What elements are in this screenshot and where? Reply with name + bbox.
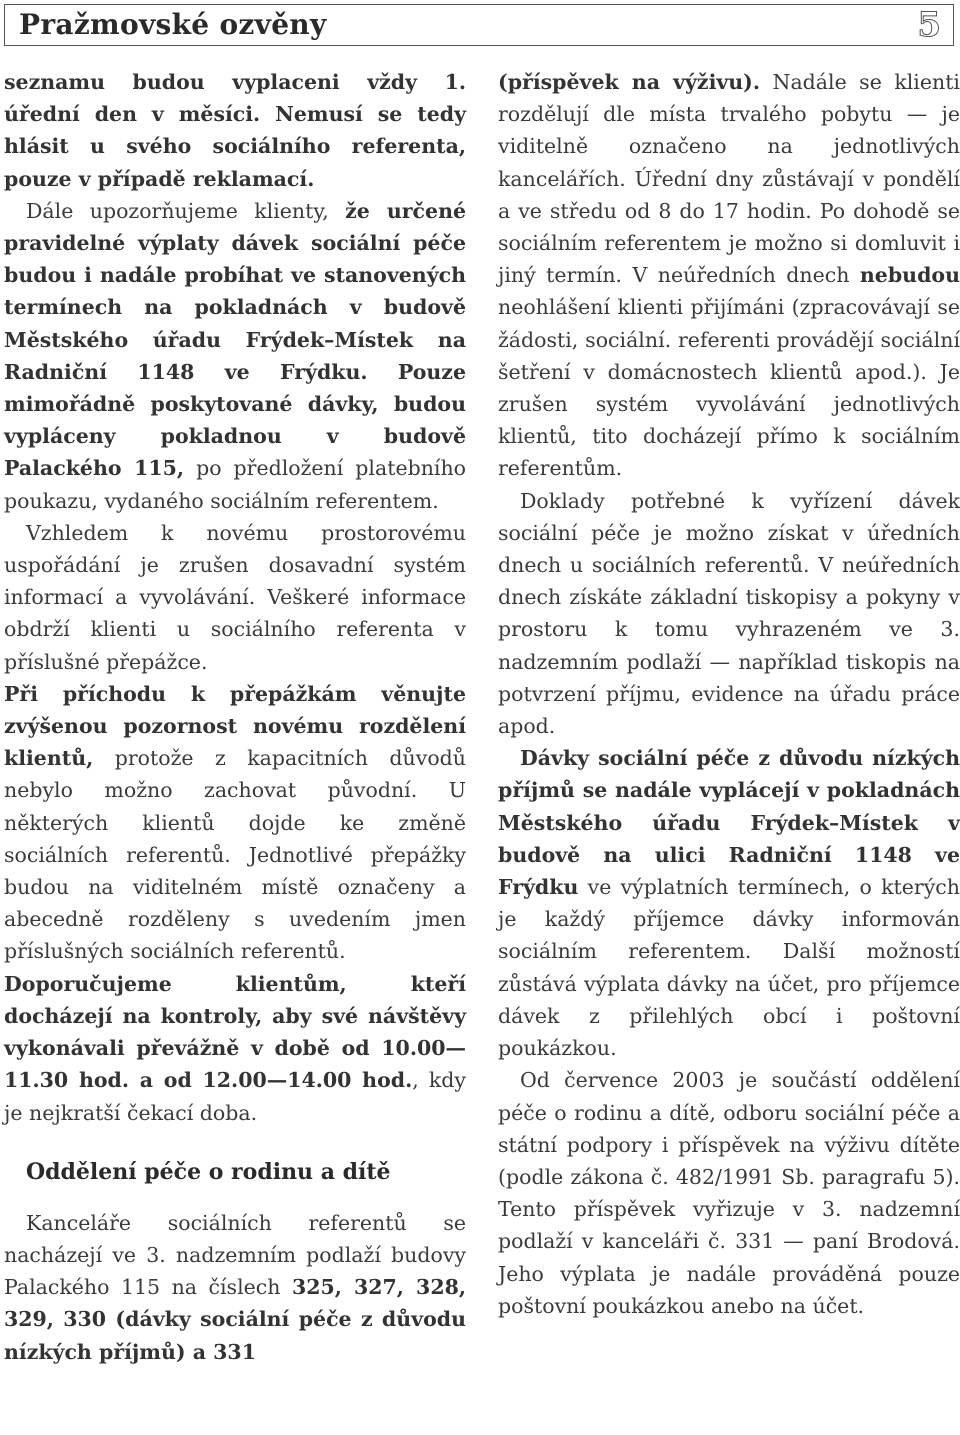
left-paragraph-2 (4, 195, 466, 517)
right-p1-rest-2: neohlášení klienti přijímáni (zpracovávají se žádosti, sociální. referenti provádějí sociální šetření v domácnostech klientů apod.). Je zrušen systém vyvolávání jednotlivých klientů, tito docházejí přímo k sociálním referentům. (498, 295, 960, 481)
left-p2-bold: že určené pravidelné výplaty dávek sociální péče budou i nadále probíhat ve stanovených termínech na pokladnách v budově Městského úřadu Frýdek–Místek na Radniční 1148 ve Frýdku. Pouze mimořádně poskytované dávky, budou vypláceny pokladnou v budově Palackého 115, (4, 198, 467, 481)
left-p5-rest: , kdy je nejkratší čekací doba. (4, 1068, 466, 1125)
right-p1-bold-2: nebudou (859, 263, 960, 288)
right-p1-bold: (příspěvek na výživu). (498, 70, 761, 94)
masthead (4, 4, 954, 46)
left-p4-bold: Při příchodu k přepážkám věnujte zvýšenou pozornost novému rozdělení klientů, (4, 681, 466, 771)
right-paragraph-3 (498, 742, 960, 1064)
left-p2-start: Dále upozorňujeme klienty, (26, 198, 346, 223)
right-paragraph-4: Od července 2003 je součástí oddělení péče o rodinu a dítě, odboru sociální péče a státní podpory i příspěvek na výživu dítěte (podle zákona č. 482/1991 Sb. paragrafu 5). Tento příspěvek vyřizuje v 3. nadzemní podlaží v kanceláři č. 331 — paní Brodová. Jeho výplata je nadále prováděná pouze poštovní poukázkou anebo na účet. (498, 1068, 960, 1318)
left-p1-bold: seznamu budou vyplaceni vždy 1. úřední den v měsíci. Nemusí se tedy hlásit u svého sociálního referenta, pouze v případě reklamací. (4, 70, 466, 191)
left-p6-bold: 325, 327, 328, 329, 330 (dávky sociální péče z důvodu nízkých příjmů) a 331 (4, 1275, 466, 1364)
left-paragraph-5 (4, 968, 466, 1129)
left-p2-rest: po předložení platebního poukazu, vydaného sociálním referentem. (4, 456, 466, 513)
right-p3-rest: ve výplatních termínech, o kterých je každý příjemce dávky informován sociálním referentem. Další možností zůstává výplata dávky na účet, pro příjemce dávek z přilehlých obcí i poštovní poukázkou. (498, 875, 960, 1061)
left-p4-rest: protože z kapacitních důvodů nebylo možno zachovat původní. U některých klientů dojde ke změně sociálních referentů. Jednotlivé přepážky budou na viditelném místě označeny a abecedně rozděleny s uvedením jmen příslušných sociálních referentů. (4, 746, 466, 964)
left-paragraph-6 (4, 1207, 466, 1368)
right-paragraph-2: Doklady potřebné k vyřízení dávek sociální péče je možno získat v úředních dnech u sociálních referentů. V neúředních dnech získáte základní tiskopisy a pokyny v prostoru k tomu vyhrazeném ve 3. nadzemním podlaží — například tiskopis na potvrzení příjmu, evidence na úřadu práce apod. (498, 488, 960, 739)
right-paragraph-1 (498, 66, 960, 485)
left-column (4, 66, 466, 1368)
page-number: 5 (917, 5, 941, 45)
left-paragraph-3: Vzhledem k novému prostorovému uspořádání je zrušen dosavadní systém informací a vyvolávání. Veškeré informace obdrží klienti u sociálního referenta v příslušné přepážce. (4, 520, 466, 674)
left-paragraph-1 (4, 66, 466, 195)
left-paragraph-4 (4, 678, 466, 968)
left-p6-start: Kanceláře sociálních referentů se nacházejí ve 3. nadzemním podlaží budovy Palackého 115 na číslech (4, 1210, 466, 1300)
right-p1-rest: Nadále se klienti rozdělují dle místa trvalého pobytu — je viditelně označeno na jednotlivých kancelářích. Úřední dny zůstávají v pondělí a ve středu od 8 do 17 hodin. Po dohodě se sociálním referentem je možno si domluvit i jiný termín. V neúředních dnech (498, 70, 960, 288)
right-p3-bold: Dávky sociální péče z důvodu nízkých příjmů se nadále vyplácejí v pokladnách Městského úřadu Frýdek–Místek v budově na ulici Radniční 1148 ve Frýdku (498, 746, 960, 900)
section-heading: Oddělení péče o rodinu a dítě (26, 1158, 391, 1185)
newsletter-title: Pražmovské ozvěny (19, 8, 327, 41)
left-p5-bold: Doporučujeme klientům, kteří docházejí na kontroly, aby své návštěvy vykonávali převážně v době od 10.00—11.30 hod. a od 12.00—14.00 hod. (4, 971, 466, 1093)
right-column (498, 66, 960, 1322)
